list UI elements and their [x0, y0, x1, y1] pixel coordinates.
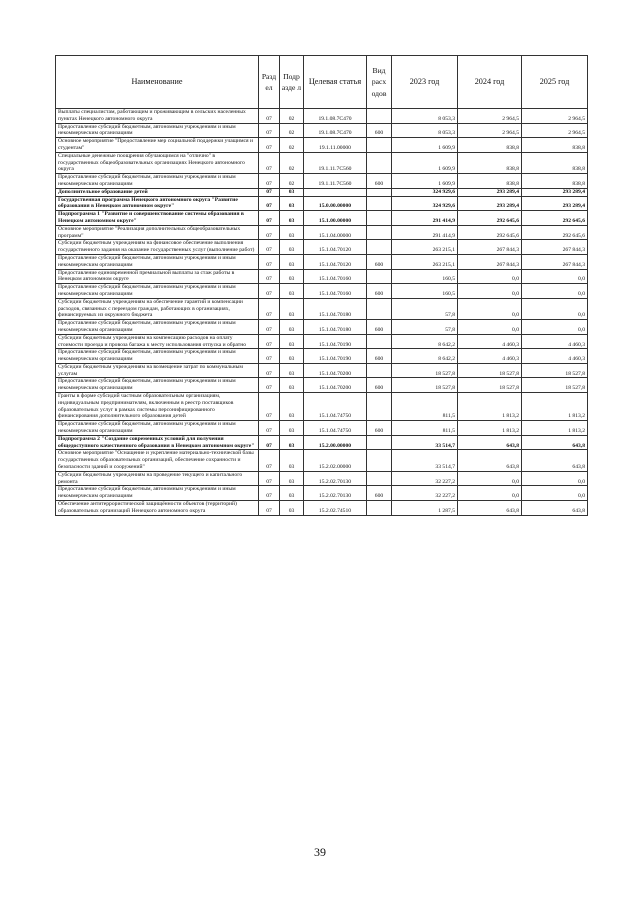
row-amount-2023: 1 609,9: [392, 152, 458, 173]
row-subsection: 02: [280, 138, 304, 153]
row-amount-2024: 1 813,2: [458, 421, 522, 436]
row-amount-2023: 32 227,2: [392, 486, 458, 501]
row-section: 07: [259, 269, 280, 284]
row-amount-2025: 838,8: [522, 138, 588, 153]
row-amount-2025: 18 527,8: [522, 363, 588, 378]
row-subsection: 03: [280, 363, 304, 378]
table-row: [56, 284, 588, 299]
row-expense-type: [367, 138, 392, 153]
row-target-code: [304, 188, 367, 196]
row-name: Субсидии бюджетным учреждениям на компенсацию расходов на оплату стоимости проезда и провоза багажа к месту использования отпуска и обратно: [56, 334, 259, 349]
table-row: [56, 123, 588, 138]
row-amount-2023: 18 527,8: [392, 378, 458, 393]
row-amount-2023: 160,5: [392, 269, 458, 284]
row-subsection: 03: [280, 421, 304, 436]
row-expense-type: 600: [367, 254, 392, 269]
row-subsection: 03: [280, 378, 304, 393]
table-row: [56, 152, 588, 173]
row-amount-2025: 0,0: [522, 284, 588, 299]
row-name: Специальные денежные поощрения обучающимся на "отлично" в государственных общеобразовательных организациях Ненецкого автономного округа: [56, 152, 259, 173]
row-amount-2025: 293 289,4: [522, 188, 588, 196]
row-target-code: 19.1.11.7С560: [304, 152, 367, 173]
row-expense-type: [367, 188, 392, 196]
table-row: [56, 378, 588, 393]
table-row: [56, 211, 588, 226]
row-amount-2025: 643,8: [522, 501, 588, 516]
row-target-code: 19.1.08.7С470: [304, 109, 367, 124]
row-subsection: 02: [280, 123, 304, 138]
header-row: [56, 56, 588, 109]
row-target-code: 15.1.04.70160: [304, 269, 367, 284]
row-target-code: 15.1.04.00000: [304, 225, 367, 240]
row-section: 07: [259, 152, 280, 173]
row-amount-2024: 838,8: [458, 138, 522, 153]
row-amount-2025: 267 844,3: [522, 240, 588, 255]
row-target-code: 15.2.02.74510: [304, 501, 367, 516]
row-section: 07: [259, 298, 280, 319]
row-subsection: 03: [280, 284, 304, 299]
row-subsection: 03: [280, 188, 304, 196]
row-name: Предоставление субсидий бюджетным, автономным учреждениям и иным некоммерческим организациям: [56, 254, 259, 269]
row-expense-type: [367, 240, 392, 255]
table-row: [56, 421, 588, 436]
row-subsection: 03: [280, 349, 304, 364]
header-2024: 2024 год: [458, 56, 522, 109]
row-expense-type: [367, 211, 392, 226]
row-subsection: 02: [280, 152, 304, 173]
row-target-code: 15.1.04.70190: [304, 334, 367, 349]
row-expense-type: [367, 334, 392, 349]
row-name: Предоставление субсидий бюджетным, автономным учреждениям и иным некоммерческим организациям: [56, 123, 259, 138]
row-target-code: 15.1.00.00000: [304, 211, 367, 226]
table-row: [56, 240, 588, 255]
row-amount-2024: 292 645,6: [458, 211, 522, 226]
row-section: 07: [259, 109, 280, 124]
row-amount-2024: 18 527,8: [458, 363, 522, 378]
row-target-code: 19.1.08.7С470: [304, 123, 367, 138]
row-amount-2025: 292 645,6: [522, 211, 588, 226]
row-section: 07: [259, 334, 280, 349]
row-amount-2024: 0,0: [458, 284, 522, 299]
row-amount-2024: 292 645,6: [458, 225, 522, 240]
row-amount-2025: 0,0: [522, 471, 588, 486]
row-section: 07: [259, 349, 280, 364]
row-amount-2023: 8 642,2: [392, 349, 458, 364]
table-row: [56, 435, 588, 450]
row-amount-2023: 8 053,3: [392, 109, 458, 124]
row-expense-type: 600: [367, 123, 392, 138]
row-target-code: 19.1.11.7С560: [304, 174, 367, 189]
table-row: [56, 486, 588, 501]
row-subsection: 03: [280, 240, 304, 255]
row-amount-2023: 160,5: [392, 284, 458, 299]
header-name: Наименование: [56, 56, 259, 109]
row-amount-2024: 267 844,3: [458, 240, 522, 255]
row-name: Субсидии бюджетным учреждениям на проведение текущего и капитального ремонта: [56, 471, 259, 486]
row-amount-2024: 267 844,3: [458, 254, 522, 269]
header-exp-type: Вид расх одов: [367, 56, 392, 109]
header-section: Разд ел: [259, 56, 280, 109]
table-row: [56, 471, 588, 486]
row-amount-2025: 0,0: [522, 486, 588, 501]
row-target-code: 15.2.02.70130: [304, 486, 367, 501]
table-row: [56, 393, 588, 421]
row-amount-2025: 293 289,4: [522, 196, 588, 211]
row-section: 07: [259, 240, 280, 255]
table-row: [56, 298, 588, 319]
row-amount-2024: 293 289,4: [458, 196, 522, 211]
row-section: 07: [259, 435, 280, 450]
header-2025: 2025 год: [522, 56, 588, 109]
row-amount-2024: 2 964,5: [458, 123, 522, 138]
row-amount-2024: 838,8: [458, 152, 522, 173]
row-expense-type: [367, 196, 392, 211]
row-amount-2024: 643,8: [458, 435, 522, 450]
row-amount-2025: 2 964,5: [522, 109, 588, 124]
row-subsection: 03: [280, 225, 304, 240]
row-amount-2024: 18 527,8: [458, 378, 522, 393]
row-section: 07: [259, 320, 280, 335]
row-amount-2024: 0,0: [458, 269, 522, 284]
row-amount-2023: 8 642,2: [392, 334, 458, 349]
table-row: [56, 174, 588, 189]
row-expense-type: [367, 225, 392, 240]
row-expense-type: [367, 435, 392, 450]
row-amount-2023: 291 414,9: [392, 225, 458, 240]
row-subsection: 03: [280, 298, 304, 319]
table-row: [56, 138, 588, 153]
row-expense-type: [367, 501, 392, 516]
row-amount-2025: 838,8: [522, 152, 588, 173]
row-expense-type: 600: [367, 320, 392, 335]
row-subsection: 03: [280, 196, 304, 211]
row-amount-2024: 643,8: [458, 501, 522, 516]
row-target-code: 15.1.04.70190: [304, 349, 367, 364]
row-amount-2024: 0,0: [458, 320, 522, 335]
row-expense-type: [367, 393, 392, 421]
row-name: Предоставление субсидий бюджетным, автономным учреждениям и иным некоммерческим организациям: [56, 378, 259, 393]
row-amount-2023: 57,8: [392, 320, 458, 335]
row-section: 07: [259, 123, 280, 138]
row-section: 07: [259, 471, 280, 486]
row-name: Предоставление единовременной премиальной выплаты за стаж работы в Ненецком автономном округе: [56, 269, 259, 284]
row-expense-type: [367, 363, 392, 378]
row-amount-2023: 57,8: [392, 298, 458, 319]
row-name: Подпрограмма 2 "Создание современных условий для получения общедоступного качественного образования в Ненецком автономном округе": [56, 435, 259, 450]
row-name: Дополнительное образование детей: [56, 188, 259, 196]
row-amount-2025: 0,0: [522, 298, 588, 319]
row-subsection: 03: [280, 254, 304, 269]
row-amount-2023: 18 527,8: [392, 363, 458, 378]
row-subsection: 02: [280, 109, 304, 124]
row-amount-2023: 811,5: [392, 393, 458, 421]
row-expense-type: [367, 298, 392, 319]
row-section: 07: [259, 393, 280, 421]
row-target-code: 15.1.04.70120: [304, 254, 367, 269]
row-amount-2023: 32 227,2: [392, 471, 458, 486]
row-amount-2024: 2 964,5: [458, 109, 522, 124]
row-amount-2024: 643,8: [458, 450, 522, 471]
row-target-code: 15.0.00.00000: [304, 196, 367, 211]
row-name: Государственная программа Ненецкого автономного округа "Развитие образования в Ненецком автономном округе": [56, 196, 259, 211]
row-amount-2024: 838,8: [458, 174, 522, 189]
row-name: Основное мероприятие "Оснащение и укрепление материально-технической базы государственных образовательных организаций, обеспечение сохранности и безопасности зданий и сооружений": [56, 450, 259, 471]
row-amount-2024: 0,0: [458, 471, 522, 486]
row-amount-2024: 1 813,2: [458, 393, 522, 421]
row-target-code: 19.1.11.00000: [304, 138, 367, 153]
row-amount-2023: 263 215,1: [392, 254, 458, 269]
row-amount-2025: 18 527,8: [522, 378, 588, 393]
row-amount-2024: 0,0: [458, 298, 522, 319]
row-amount-2024: 0,0: [458, 486, 522, 501]
table-row: [56, 196, 588, 211]
row-section: 07: [259, 211, 280, 226]
row-section: 07: [259, 254, 280, 269]
row-subsection: 02: [280, 174, 304, 189]
row-name: Субсидии бюджетным учреждениям на финансовое обеспечение выполнения государственного задания на оказание государственных услуг (выполнение работ): [56, 240, 259, 255]
page-number: 39: [314, 845, 326, 859]
row-section: 07: [259, 225, 280, 240]
table-row: [56, 254, 588, 269]
row-name: Предоставление субсидий бюджетным, автономным учреждениям и иным некоммерческим организациям: [56, 486, 259, 501]
table-row: [56, 109, 588, 124]
row-target-code: 15.2.02.70130: [304, 471, 367, 486]
row-name: Предоставление субсидий бюджетным, автономным учреждениям и иным некоммерческим организациям: [56, 349, 259, 364]
row-section: 07: [259, 174, 280, 189]
row-amount-2025: 4 460,3: [522, 349, 588, 364]
row-amount-2023: 8 053,3: [392, 123, 458, 138]
row-expense-type: 600: [367, 421, 392, 436]
row-expense-type: 600: [367, 486, 392, 501]
table-row: [56, 225, 588, 240]
row-amount-2024: 4 460,3: [458, 349, 522, 364]
row-section: 07: [259, 188, 280, 196]
row-target-code: 15.1.04.70120: [304, 240, 367, 255]
row-amount-2025: 2 964,5: [522, 123, 588, 138]
row-subsection: 03: [280, 435, 304, 450]
row-target-code: 15.1.04.70160: [304, 284, 367, 299]
table-row: [56, 320, 588, 335]
row-amount-2025: 643,8: [522, 435, 588, 450]
table-row: [56, 450, 588, 471]
row-amount-2024: 4 460,3: [458, 334, 522, 349]
row-target-code: 15.1.04.70180: [304, 320, 367, 335]
row-target-code: 15.1.04.74750: [304, 393, 367, 421]
table-body: [56, 109, 588, 516]
row-name: Предоставление субсидий бюджетным, автономным учреждениям и иным некоммерческим организациям: [56, 320, 259, 335]
row-name: Основное мероприятие "Реализация дополнительных общеобразовательных программ": [56, 225, 259, 240]
row-section: 07: [259, 501, 280, 516]
row-amount-2023: 263 215,1: [392, 240, 458, 255]
row-section: 07: [259, 378, 280, 393]
row-amount-2025: 4 460,3: [522, 334, 588, 349]
header-target: Целевая статья: [304, 56, 367, 109]
table-row: [56, 188, 588, 196]
budget-table: [55, 55, 588, 516]
row-amount-2024: 293 289,4: [458, 188, 522, 196]
row-subsection: 03: [280, 334, 304, 349]
row-amount-2025: 643,8: [522, 450, 588, 471]
row-target-code: 15.2.00.00000: [304, 435, 367, 450]
row-name: Субсидии бюджетным учреждениям на возмещение затрат по коммунальным услугам: [56, 363, 259, 378]
row-amount-2025: 292 645,6: [522, 225, 588, 240]
row-amount-2023: 324 929,6: [392, 196, 458, 211]
row-section: 07: [259, 421, 280, 436]
row-name: Подпрограмма 1 "Развитие и совершенствование системы образования в Ненецком автономном округе": [56, 211, 259, 226]
row-amount-2025: 1 813,2: [522, 421, 588, 436]
row-subsection: 03: [280, 471, 304, 486]
row-name: Предоставление субсидий бюджетным, автономным учреждениям и иным некоммерческим организациям: [56, 421, 259, 436]
row-subsection: 03: [280, 269, 304, 284]
row-amount-2023: 1 609,9: [392, 138, 458, 153]
row-amount-2023: 1 609,9: [392, 174, 458, 189]
row-section: 07: [259, 486, 280, 501]
row-target-code: 15.2.02.00000: [304, 450, 367, 471]
table-row: [56, 349, 588, 364]
row-name: Субсидии бюджетным учреждениям на обеспечение гарантий и компенсации расходов, связанных с переездом граждан, работающих в организациях, финансируемых из окружного бюджета: [56, 298, 259, 319]
row-amount-2025: 838,8: [522, 174, 588, 189]
row-amount-2023: 33 514,7: [392, 450, 458, 471]
row-section: 07: [259, 196, 280, 211]
row-amount-2025: 0,0: [522, 269, 588, 284]
row-expense-type: [367, 450, 392, 471]
row-expense-type: 600: [367, 349, 392, 364]
row-expense-type: [367, 152, 392, 173]
row-name: Выплаты специалистам, работающим и проживающим в сельских населенных пунктах Ненецкого автономного округа: [56, 109, 259, 124]
row-subsection: 03: [280, 486, 304, 501]
row-subsection: 03: [280, 320, 304, 335]
row-subsection: 03: [280, 393, 304, 421]
row-name: Предоставление субсидий бюджетным, автономным учреждениям и иным некоммерческим организациям: [56, 284, 259, 299]
row-expense-type: 600: [367, 174, 392, 189]
row-target-code: 15.1.04.74750: [304, 421, 367, 436]
row-section: 07: [259, 450, 280, 471]
header-2023: 2023 год: [392, 56, 458, 109]
row-expense-type: [367, 109, 392, 124]
row-name: Предоставление субсидий бюджетным, автономным учреждениям и иным некоммерческим организациям: [56, 174, 259, 189]
row-expense-type: 600: [367, 378, 392, 393]
row-section: 07: [259, 138, 280, 153]
row-amount-2025: 1 813,2: [522, 393, 588, 421]
row-target-code: 15.1.04.70200: [304, 363, 367, 378]
row-target-code: 15.1.04.70200: [304, 378, 367, 393]
row-amount-2025: 267 844,3: [522, 254, 588, 269]
row-expense-type: [367, 269, 392, 284]
table-row: [56, 501, 588, 516]
row-subsection: 03: [280, 501, 304, 516]
row-expense-type: [367, 471, 392, 486]
row-subsection: 03: [280, 211, 304, 226]
table-row: [56, 269, 588, 284]
row-name: Основное мероприятие "Предоставление мер социальной поддержки учащимся и студентам": [56, 138, 259, 153]
row-expense-type: 600: [367, 284, 392, 299]
row-amount-2023: 1 287,5: [392, 501, 458, 516]
row-subsection: 03: [280, 450, 304, 471]
row-name: Обеспечение антитеррористической защищённости объектов (территорий) образовательных организаций Ненецкого автономного округа: [56, 501, 259, 516]
row-amount-2023: 291 414,9: [392, 211, 458, 226]
row-amount-2025: 0,0: [522, 320, 588, 335]
row-name: Гранты в форме субсидий частным образовательным организациям, индивидуальным предпринимателям, включенным в реестр поставщиков образовательных услуг в рамках системы персонифицированного финансирования дополнительного образования детей: [56, 393, 259, 421]
row-section: 07: [259, 284, 280, 299]
row-amount-2023: 33 514,7: [392, 435, 458, 450]
table-row: [56, 334, 588, 349]
row-amount-2023: 811,5: [392, 421, 458, 436]
row-target-code: 15.1.04.70180: [304, 298, 367, 319]
row-section: 07: [259, 363, 280, 378]
header-subsection: Подр азде л: [280, 56, 304, 109]
table-row: [56, 363, 588, 378]
row-amount-2023: 324 929,6: [392, 188, 458, 196]
